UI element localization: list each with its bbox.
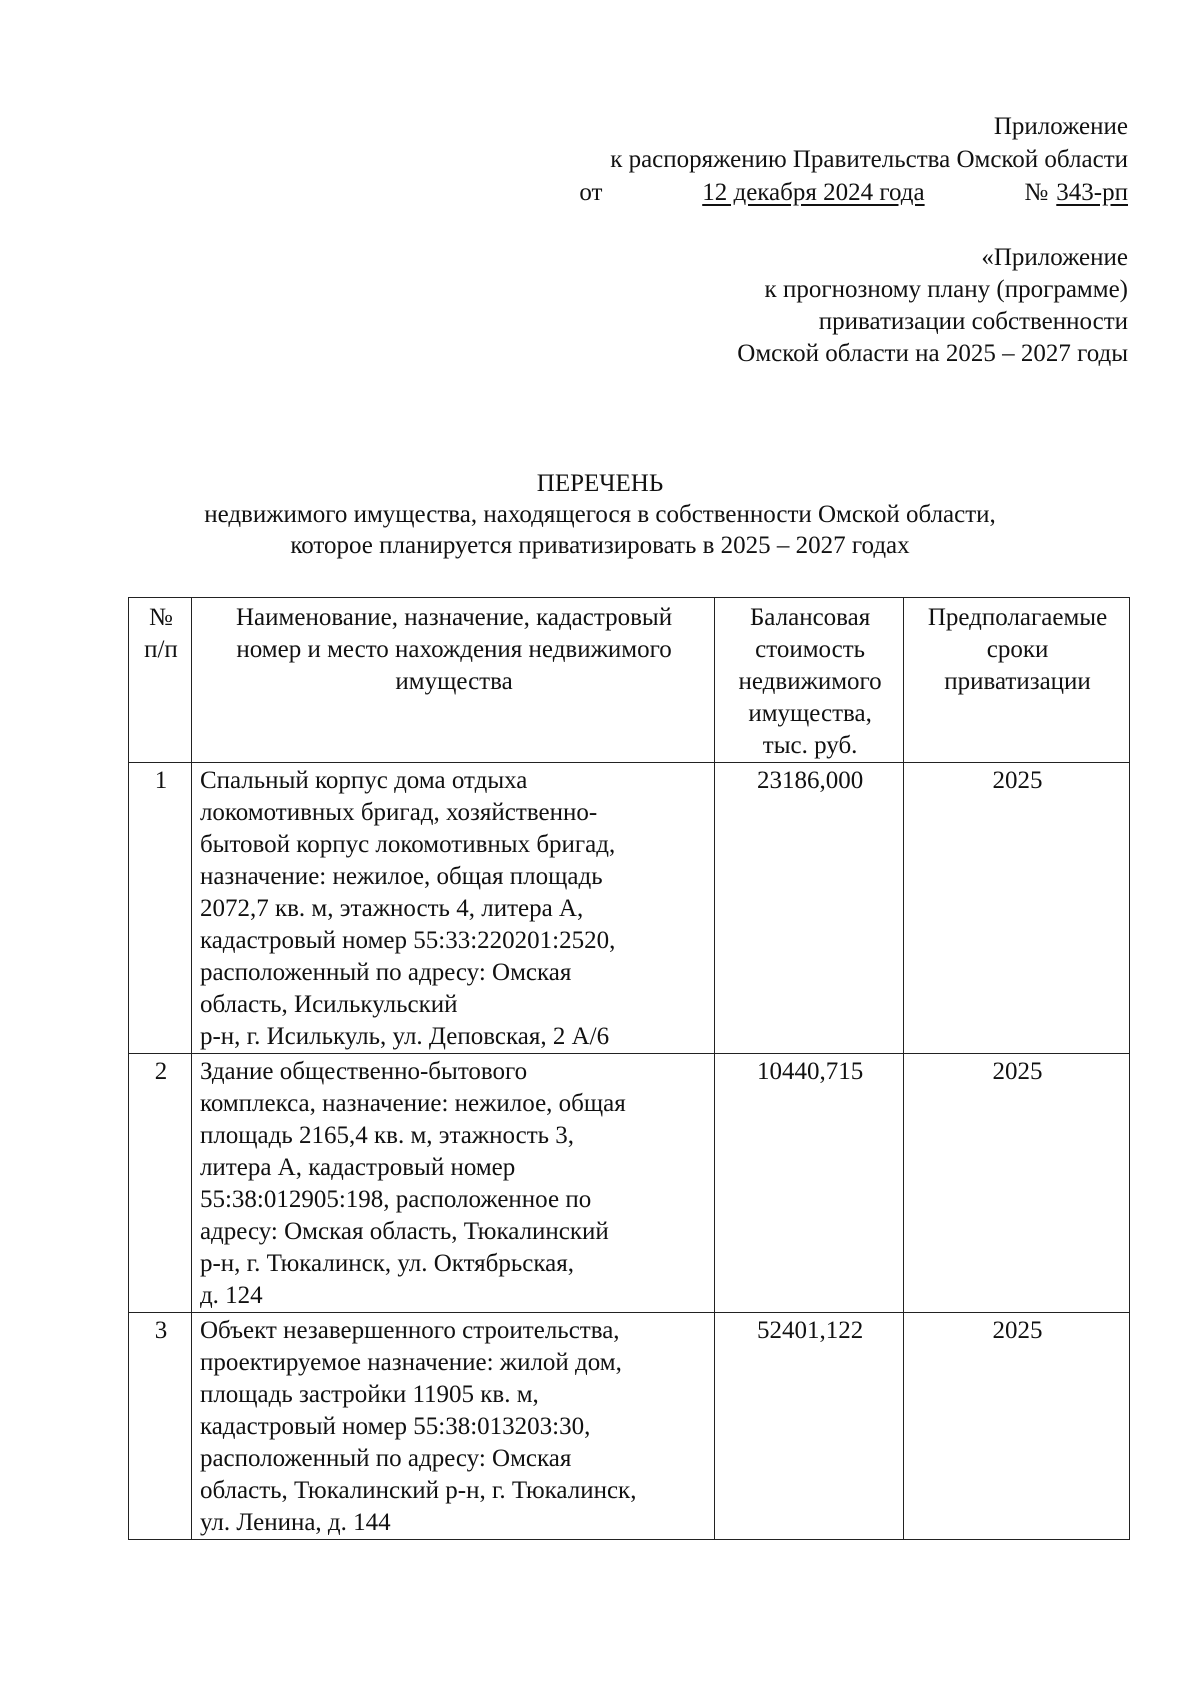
order-issuer: к распоряжению Правительства Омской области [610,146,1128,173]
header-book-value: Балансовая стоимость недвижимого имущества, тыс. руб. [715,598,904,763]
header-description: Наименование, назначение, кадастровый номер и место нахождения недвижимого имущества [191,598,714,763]
header-privatization-period: Предполагаемые сроки приватизации [904,598,1130,763]
row-description: Здание общественно-бытового комплекса, назначение: нежилое, общая площадь 2165,4 кв. м, этажность 3, литера А, кадастровый номер 55:38:012905:198, расположенное по адресу: Омская область, Тюкалинский р-н, г. Тюкалинск, ул. Октябрьская, д. 124 [191,1054,714,1313]
plan-appendix-line-3: приватизации собственности [818,308,1128,335]
number-prefix: № [1024,179,1049,206]
row-privatization-year: 2025 [904,1313,1130,1540]
table-row [129,1313,1130,1540]
row-number: 1 [129,763,192,1054]
title-heading: ПЕРЕЧЕНЬ [536,470,664,497]
order-number: 343-рп [1056,179,1128,206]
order-reference-block [579,110,1128,209]
row-privatization-year: 2025 [904,1054,1130,1313]
plan-appendix-line-2: к прогнозному плану (программе) [764,276,1128,303]
row-book-value: 10440,715 [715,1054,904,1313]
row-privatization-year: 2025 [904,763,1130,1054]
title-subtitle-line-2: которое планируется приватизировать в 2025 – 2027 годах [290,532,910,559]
table-row [129,763,1130,1054]
document-title [0,468,1200,561]
table-row [129,1054,1130,1313]
row-description: Объект незавершенного строительства, проектируемое назначение: жилой дом, площадь застройки 11905 кв. м, кадастровый номер 55:38:013203:30, расположенный по адресу: Омская область, Тюкалинский р-н, г. Тюкалинск, ул. Ленина, д. 144 [191,1313,714,1540]
order-date: 12 декабря 2024 года [702,179,925,206]
plan-appendix-block [737,242,1128,370]
appendix-label: Приложение [993,113,1128,140]
property-table [128,597,1130,1540]
row-number: 3 [129,1313,192,1540]
title-subtitle-line-1: недвижимого имущества, находящегося в собственности Омской области, [204,501,996,528]
row-book-value: 23186,000 [715,763,904,1054]
row-book-value: 52401,122 [715,1313,904,1540]
row-number: 2 [129,1054,192,1313]
order-date-number-line [579,176,1128,209]
plan-appendix-label: «Приложение [981,244,1128,271]
plan-appendix-line-4: Омской области на 2025 – 2027 годы [737,340,1128,367]
table-header-row [129,598,1130,763]
header-number: № п/п [129,598,192,763]
date-prefix: от [579,179,603,206]
row-description: Спальный корпус дома отдыха локомотивных бригад, хозяйственно- бытовой корпус локомотивных бригад, назначение: нежилое, общая площадь 2072,7 кв. м, этажность 4, литера А, кадастровый номер 55:33:220201:2520, расположенный по адресу: Омская область, Исилькульский р-н, г. Исилькуль, ул. Деповская, 2 А/6 [191,763,714,1054]
